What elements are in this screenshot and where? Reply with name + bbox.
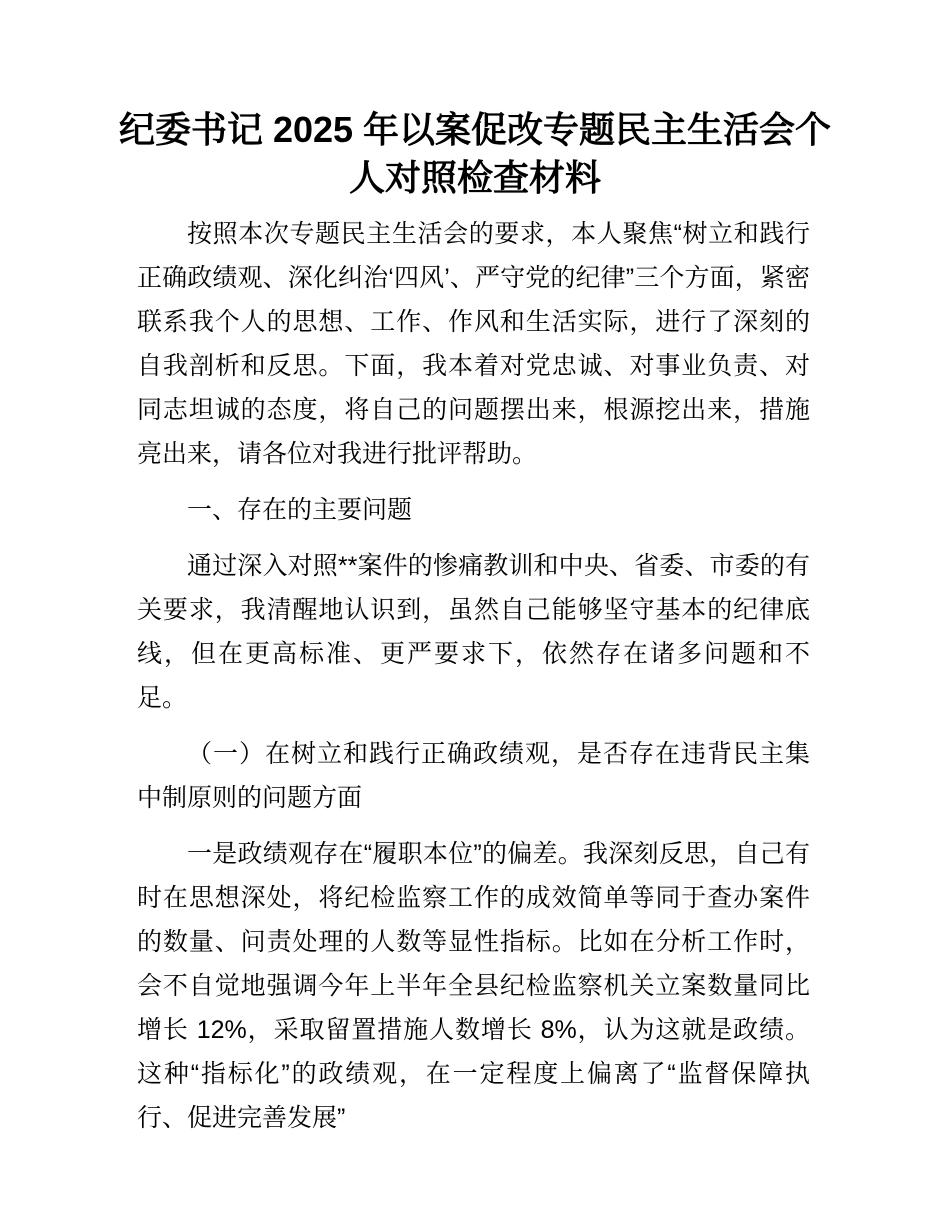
paragraph: 通过深入对照**案件的惨痛教训和中央、省委、市委的有关要求，我清醒地认识到，虽然自己能够坚守基本的纪律底线，但在更高标准、更严要求下，依然存在诸多问题和不足。 — [137, 552, 810, 712]
heading-level-2: （一）在树立和践行正确政绩观，是否存在违背民主集中制原则的问题方面 — [137, 740, 810, 812]
paragraph: 按照本次专题民主生活会的要求，本人聚焦“树立和践行正确政绩观、深化纠治‘四风’、严守党的纪律”三个方面，紧密联系我个人的思想、工作、作风和生活实际，进行了深刻的自我剖析和反思。下面，我本着对党忠诚、对事业负责、对同志坦诚的态度，将自己的问题摆出来，根源挖出来，措施亮出来，请各位对我进行批评帮助。 — [137, 220, 810, 468]
document-title: 纪委书记 2025 年以案促改专题民主生活会个人对照检查材料 — [118, 109, 832, 198]
heading-level-1: 一、存在的主要问题 — [187, 496, 413, 524]
paragraph: 一是政绩观存在“履职本位”的偏差。我深刻反思，自己有时在思想深处，将纪检监察工作的成效简单等同于查办案件的数量、问责处理的人数等显性指标。比如在分析工作时，会不自觉地强调今年上半年全县纪检监察机关立案数量同比增长 12%，采取留置措施人数增长 8%，认为这就是政绩。这种“指标化”的政绩观，在一定程度上偏离了“监督保障执行、促进完善发展” — [137, 840, 810, 1132]
document-body — [137, 212, 810, 1140]
